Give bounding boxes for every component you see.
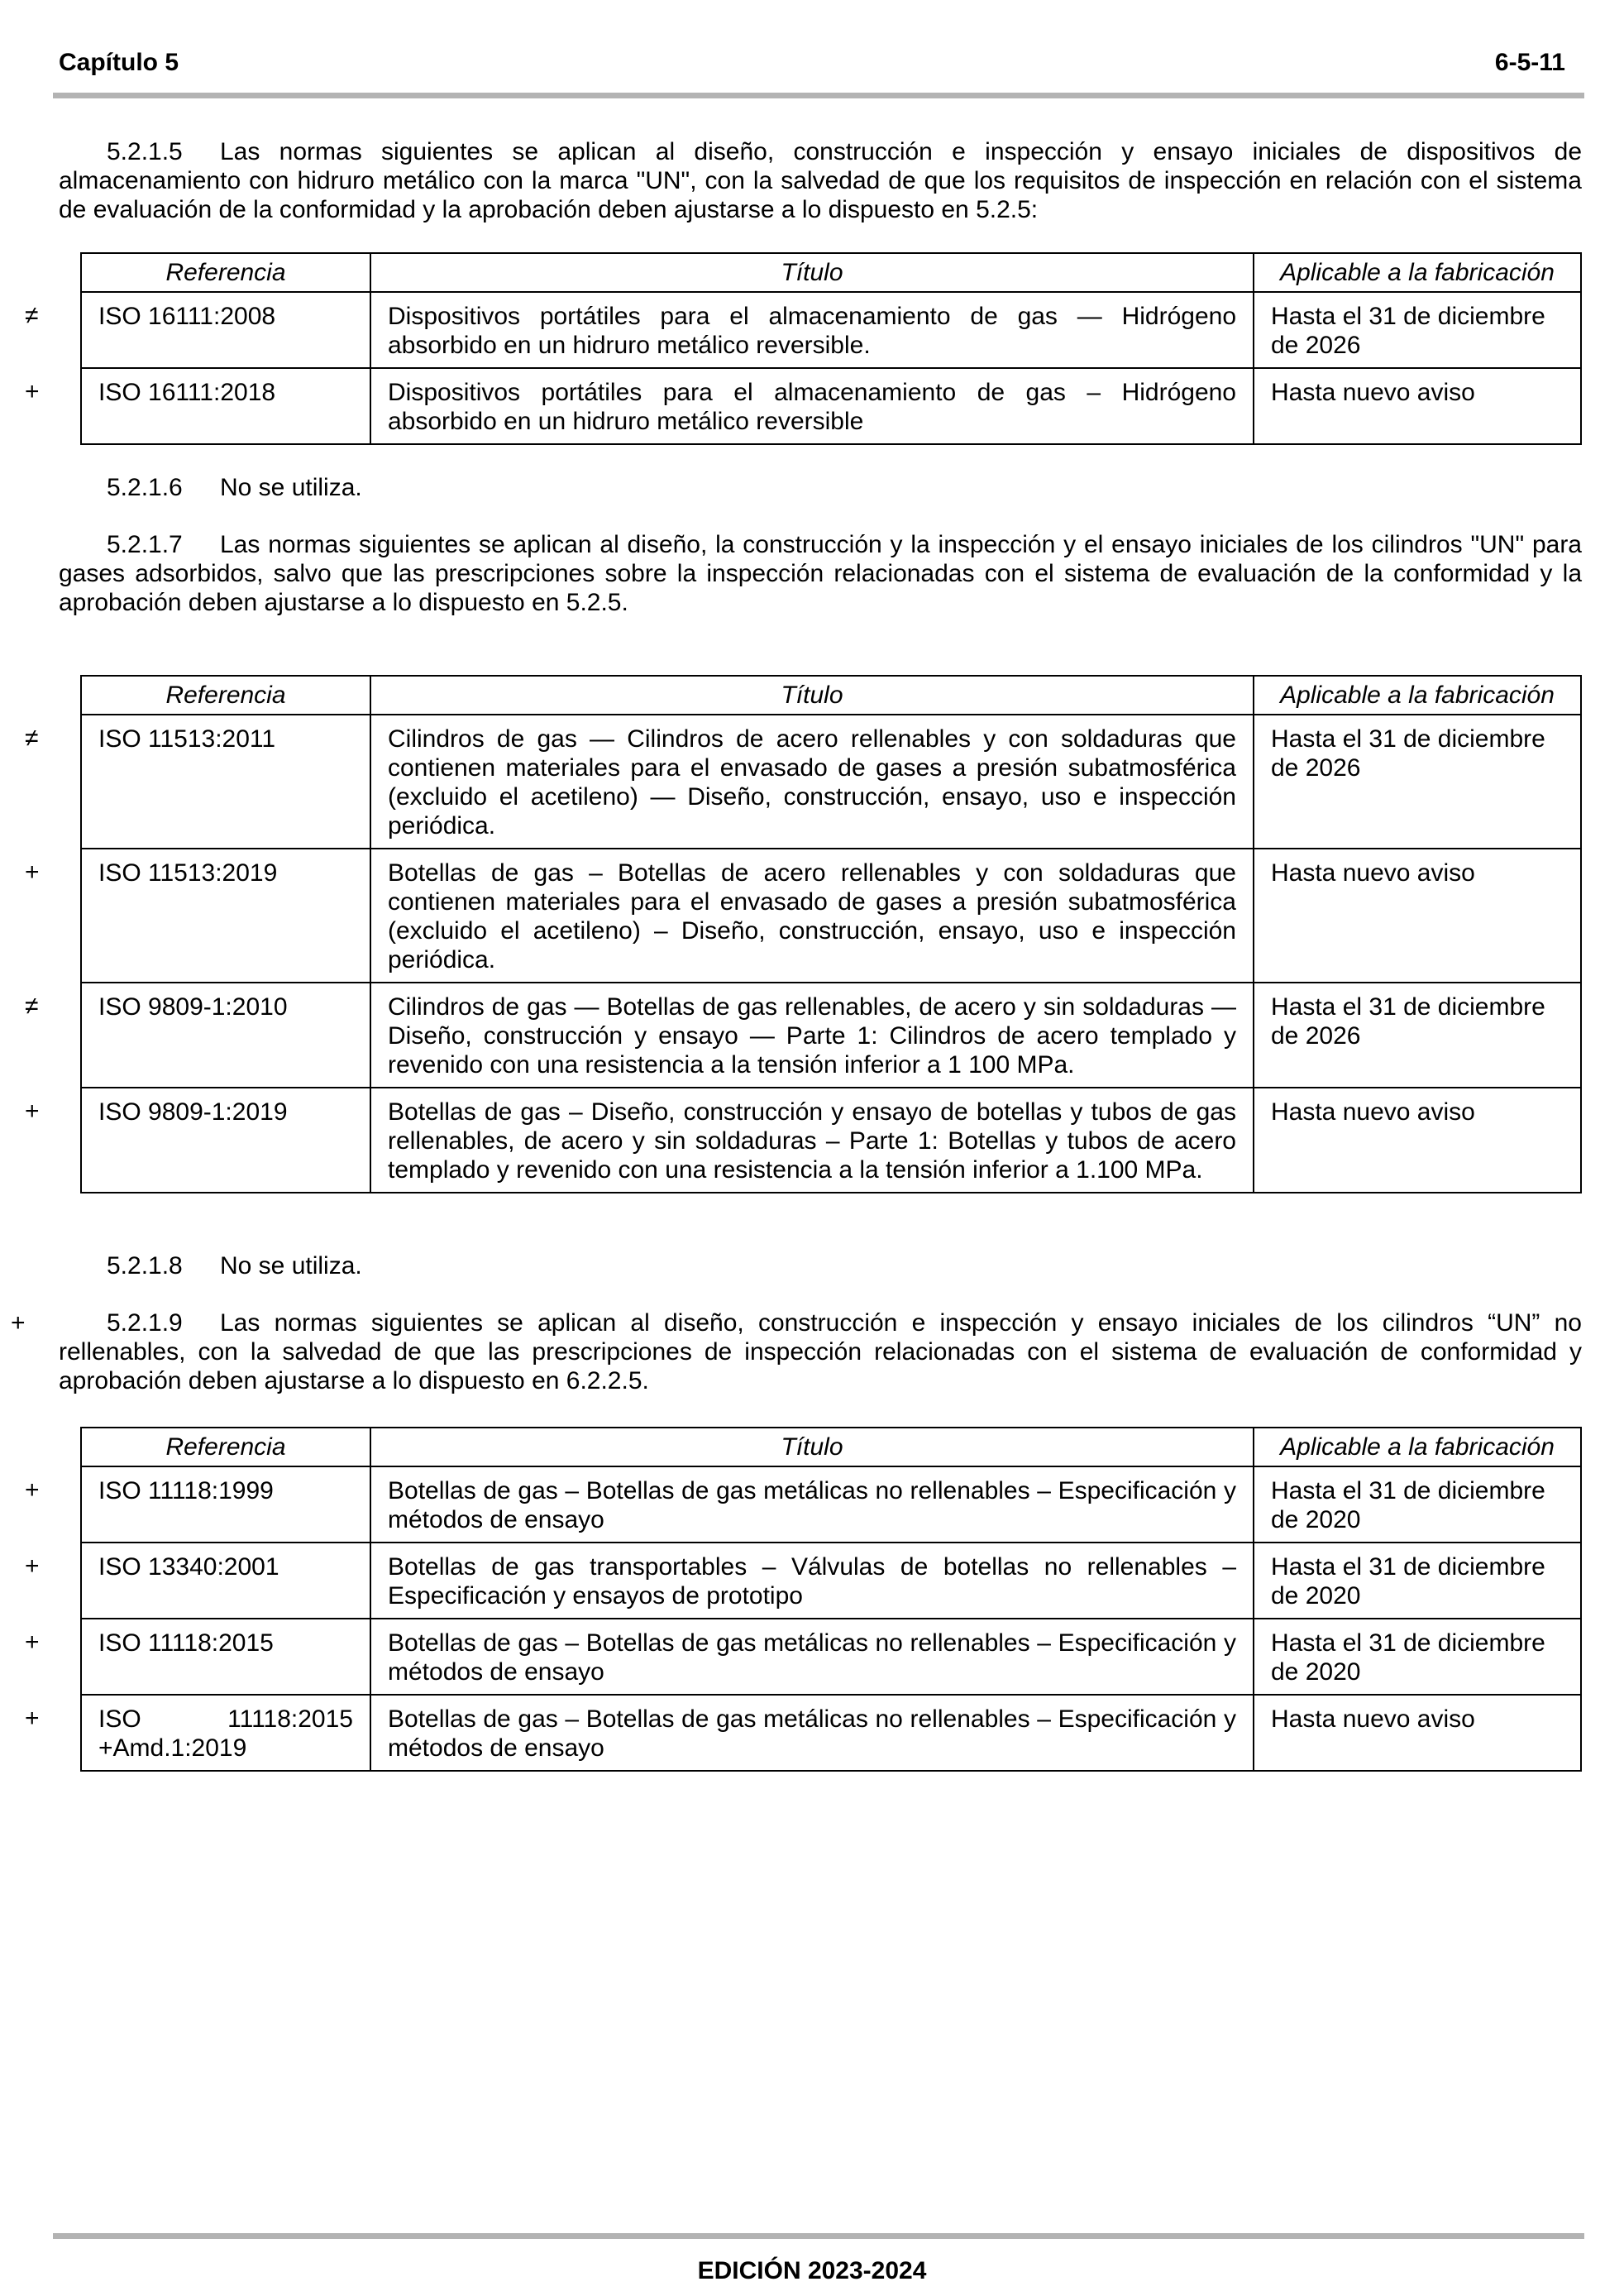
paragraph-number: 5.2.1.9 bbox=[107, 1309, 183, 1337]
applicable-cell: Hasta nuevo aviso bbox=[1254, 849, 1581, 983]
paragraph-5-2-1-6 bbox=[59, 473, 1582, 502]
applicable-cell: Hasta el 31 de diciembre de 2020 bbox=[1254, 1619, 1581, 1695]
reference-cell: ISO 16111:2008 bbox=[81, 292, 370, 368]
title-cell: Botellas de gas – Botellas de gas metálicas no rellenables – Especificación y métodos de ensayo bbox=[370, 1695, 1254, 1771]
table-adsorbed-gas-standards bbox=[80, 675, 1582, 1193]
page-content bbox=[11, 134, 1582, 1772]
footer-rule bbox=[53, 2233, 1584, 2239]
table-row bbox=[81, 1695, 1581, 1771]
title-cell: Dispositivos portátiles para el almacenamiento de gas – Hidrógeno absorbido en un hidruro metálico reversible bbox=[370, 368, 1254, 444]
applicable-cell: Hasta nuevo aviso bbox=[1254, 368, 1581, 444]
paragraph-text: Las normas siguientes se aplican al diseño, construcción e inspección y ensayo iniciales de dispositivos de almacenamiento con hidruro metálico con la marca "UN", con la salvedad de que los requisitos de inspección en relación con el sistema de evaluación de la conformidad y la aprobación deben ajustarse a lo dispuesto en 5.2.5: bbox=[59, 138, 1582, 223]
amendment-mark: + bbox=[25, 1705, 40, 1732]
column-header-title: Título bbox=[370, 676, 1254, 715]
table-row bbox=[81, 1543, 1581, 1619]
column-header-title: Título bbox=[370, 253, 1254, 292]
applicable-cell: Hasta el 31 de diciembre de 2020 bbox=[1254, 1466, 1581, 1543]
reference-cell: ISO 13340:2001 bbox=[81, 1543, 370, 1619]
table-row bbox=[81, 849, 1581, 983]
amendment-mark: + bbox=[11, 1309, 26, 1337]
paragraph-number: 5.2.1.5 bbox=[107, 138, 183, 165]
table-non-refillable-standards bbox=[80, 1427, 1582, 1772]
amendment-mark: + bbox=[25, 1098, 40, 1125]
table-header-row bbox=[81, 253, 1581, 292]
amendment-mark: + bbox=[25, 378, 40, 405]
title-cell: Botellas de gas – Botellas de gas metálicas no rellenables – Especificación y métodos de ensayo bbox=[370, 1466, 1254, 1543]
amendment-mark: + bbox=[25, 1629, 40, 1656]
applicable-cell: Hasta el 31 de diciembre de 2026 bbox=[1254, 715, 1581, 849]
table-hydride-standards-wrap bbox=[25, 252, 1582, 445]
column-header-title: Título bbox=[370, 1428, 1254, 1466]
reference-cell: ISO 11118:1999 bbox=[81, 1466, 370, 1543]
applicable-cell: Hasta el 31 de diciembre de 2026 bbox=[1254, 983, 1581, 1088]
table-adsorbed-gas-standards-wrap bbox=[25, 675, 1582, 1193]
paragraph-text: Las normas siguientes se aplican al diseño, la construcción y la inspección y el ensayo iniciales de los cilindros "UN" para gases adsorbidos, salvo que las prescripciones sobre la inspección relacionadas con el sistema de evaluación de la conformidad y la aprobación deben ajustarse a lo dispuesto en 5.2.5. bbox=[59, 531, 1582, 616]
reference-cell: ISO 11513:2011 bbox=[81, 715, 370, 849]
title-cell: Botellas de gas – Botellas de acero rellenables y con soldaduras que contienen materiales para el envasado de gases a presión subatmosférica (excluido el acetileno) – Diseño, construcción, ensayo, uso e inspección periódica. bbox=[370, 849, 1254, 983]
title-cell: Botellas de gas – Diseño, construcción y ensayo de botellas y tubos de gas rellenables, de acero y sin soldaduras – Parte 1: Botellas y tubos de acero templado y revenido con una resistencia a la tensión inferior a 1.100 MPa. bbox=[370, 1088, 1254, 1193]
page-number: 6-5-11 bbox=[1494, 49, 1565, 76]
page-footer: EDICIÓN 2023-2024 bbox=[697, 2257, 927, 2284]
reference-cell: ISO 9809-1:2010 bbox=[81, 983, 370, 1088]
title-cell: Botellas de gas transportables – Válvulas de botellas no rellenables – Especificación y ensayos de prototipo bbox=[370, 1543, 1254, 1619]
paragraph-number: 5.2.1.7 bbox=[107, 531, 183, 558]
applicable-cell: Hasta el 31 de diciembre de 2026 bbox=[1254, 292, 1581, 368]
paragraph-text: Las normas siguientes se aplican al diseño, construcción e inspección y ensayo iniciales de los cilindros “UN” no rellenables, con la salvedad de que las prescripciones de inspección relacionadas con el sistema de evaluación de conformidad y aprobación deben ajustarse a lo dispuesto en 6.2.2.5. bbox=[59, 1309, 1582, 1394]
table-header-row bbox=[81, 676, 1581, 715]
amendment-mark: + bbox=[25, 1476, 40, 1504]
column-header-ref: Referencia bbox=[81, 676, 370, 715]
table-row bbox=[81, 983, 1581, 1088]
paragraph-5-2-1-9 bbox=[11, 1308, 1582, 1395]
applicable-cell: Hasta nuevo aviso bbox=[1254, 1695, 1581, 1771]
table-row bbox=[81, 368, 1581, 444]
title-cell: Cilindros de gas — Botellas de gas rellenables, de acero y sin soldaduras — Diseño, construcción y ensayo — Parte 1: Cilindros de acero templado y revenido con una resistencia a la tensión inferior a 1 100 MPa. bbox=[370, 983, 1254, 1088]
reference-cell: ISO 11118:2015 +Amd.1:2019 bbox=[81, 1695, 370, 1771]
amendment-mark: + bbox=[25, 1552, 40, 1580]
amendment-mark: ≠ bbox=[25, 725, 39, 752]
table-non-refillable-standards-wrap bbox=[25, 1427, 1582, 1772]
title-cell: Cilindros de gas — Cilindros de acero rellenables y con soldaduras que contienen materiales para el envasado de gases a presión subatmosférica (excluido el acetileno) — Diseño, construcción, ensayo, uso e inspección periódica. bbox=[370, 715, 1254, 849]
paragraph-5-2-1-8 bbox=[59, 1251, 1582, 1280]
column-header-ref: Referencia bbox=[81, 253, 370, 292]
paragraph-number: 5.2.1.8 bbox=[107, 1252, 183, 1280]
page-header bbox=[59, 48, 1565, 78]
column-header-applicable: Aplicable a la fabricación bbox=[1254, 253, 1581, 292]
column-header-applicable: Aplicable a la fabricación bbox=[1254, 676, 1581, 715]
table-row bbox=[81, 715, 1581, 849]
paragraph-text: No se utiliza. bbox=[220, 474, 362, 501]
table-header-row bbox=[81, 1428, 1581, 1466]
table-row bbox=[81, 292, 1581, 368]
table-hydride-standards bbox=[80, 252, 1582, 445]
amendment-mark: + bbox=[25, 859, 40, 886]
paragraph-5-2-1-7 bbox=[59, 530, 1582, 617]
header-rule bbox=[53, 93, 1584, 98]
chapter-title: Capítulo 5 bbox=[59, 49, 179, 76]
amendment-mark: ≠ bbox=[25, 993, 39, 1020]
table-row bbox=[81, 1088, 1581, 1193]
title-cell: Botellas de gas – Botellas de gas metálicas no rellenables – Especificación y métodos de ensayo bbox=[370, 1619, 1254, 1695]
table-row bbox=[81, 1619, 1581, 1695]
reference-cell: ISO 11513:2019 bbox=[81, 849, 370, 983]
paragraph-number: 5.2.1.6 bbox=[107, 474, 183, 501]
applicable-cell: Hasta el 31 de diciembre de 2020 bbox=[1254, 1543, 1581, 1619]
table-row bbox=[81, 1466, 1581, 1543]
paragraph-text: No se utiliza. bbox=[220, 1252, 362, 1280]
amendment-mark: ≠ bbox=[25, 302, 39, 329]
applicable-cell: Hasta nuevo aviso bbox=[1254, 1088, 1581, 1193]
reference-cell: ISO 16111:2018 bbox=[81, 368, 370, 444]
column-header-applicable: Aplicable a la fabricación bbox=[1254, 1428, 1581, 1466]
paragraph-5-2-1-5 bbox=[59, 137, 1582, 224]
title-cell: Dispositivos portátiles para el almacenamiento de gas — Hidrógeno absorbido en un hidruro metálico reversible. bbox=[370, 292, 1254, 368]
reference-cell: ISO 9809-1:2019 bbox=[81, 1088, 370, 1193]
column-header-ref: Referencia bbox=[81, 1428, 370, 1466]
reference-cell: ISO 11118:2015 bbox=[81, 1619, 370, 1695]
